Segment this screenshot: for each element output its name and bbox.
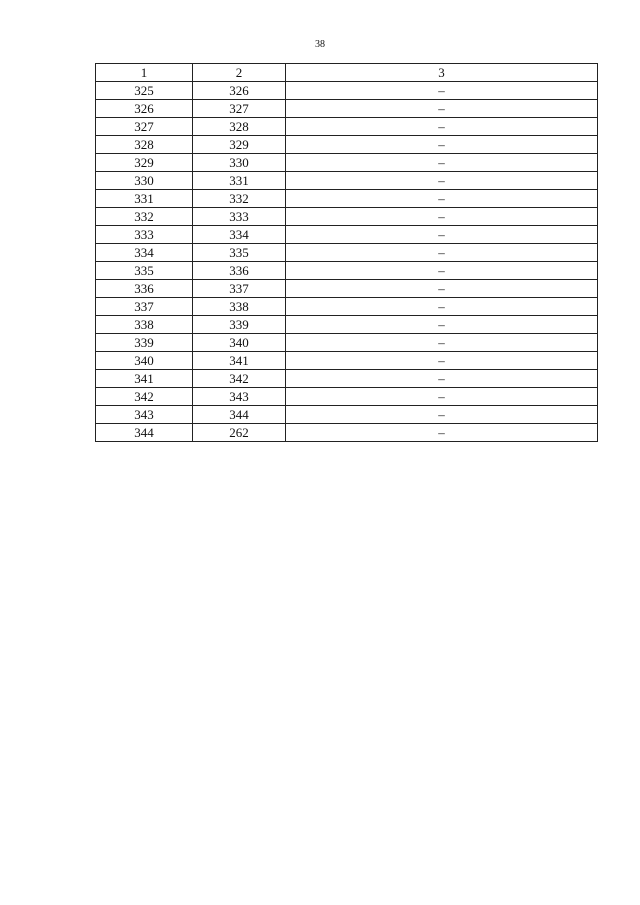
table-cell-col-3: – (286, 118, 598, 136)
table-cell-col-2: 262 (193, 424, 286, 442)
table-cell-col-1: 328 (96, 136, 193, 154)
table-cell-col-1: 331 (96, 190, 193, 208)
table-row (96, 280, 598, 298)
table-row (96, 208, 598, 226)
table-cell-col-3: – (286, 208, 598, 226)
table-row (96, 118, 598, 136)
table-cell-col-2: 331 (193, 172, 286, 190)
table-cell-col-3: – (286, 316, 598, 334)
table-cell-col-2: 341 (193, 352, 286, 370)
table-header (96, 64, 598, 82)
table-row (96, 154, 598, 172)
table-cell-col-3: – (286, 136, 598, 154)
table-cell-col-2: 333 (193, 208, 286, 226)
table-cell-col-3: – (286, 154, 598, 172)
table-cell-col-1: 334 (96, 244, 193, 262)
table-cell-col-3: – (286, 298, 598, 316)
table-cell-col-1: 340 (96, 352, 193, 370)
table-cell-col-3: – (286, 280, 598, 298)
table-row (96, 298, 598, 316)
table-cell-col-1: 325 (96, 82, 193, 100)
data-table (95, 63, 598, 442)
table-cell-col-3: – (286, 82, 598, 100)
table-cell-col-1: 344 (96, 424, 193, 442)
table-cell-col-3: – (286, 244, 598, 262)
table-cell-col-1: 335 (96, 262, 193, 280)
table-cell-col-3: – (286, 352, 598, 370)
table-cell-col-1: 330 (96, 172, 193, 190)
table-cell-col-1: 332 (96, 208, 193, 226)
table-cell-col-2: 343 (193, 388, 286, 406)
table-row (96, 424, 598, 442)
table-cell-col-2: 329 (193, 136, 286, 154)
table-row (96, 244, 598, 262)
table-cell-col-2: 342 (193, 370, 286, 388)
table-cell-col-2: 327 (193, 100, 286, 118)
table-cell-col-2: 328 (193, 118, 286, 136)
table-cell-col-3: – (286, 388, 598, 406)
header-cell-1: 1 (96, 64, 193, 82)
table-row (96, 190, 598, 208)
table-row (96, 316, 598, 334)
table-cell-col-2: 332 (193, 190, 286, 208)
table-cell-col-3: – (286, 226, 598, 244)
table-cell-col-3: – (286, 370, 598, 388)
table-cell-col-1: 343 (96, 406, 193, 424)
page-number: 38 (315, 39, 325, 50)
table-cell-col-3: – (286, 406, 598, 424)
table-cell-col-1: 338 (96, 316, 193, 334)
header-cell-2: 2 (193, 64, 286, 82)
table-row (96, 172, 598, 190)
table-cell-col-1: 326 (96, 100, 193, 118)
table-cell-col-1: 327 (96, 118, 193, 136)
table-cell-col-3: – (286, 190, 598, 208)
table-row (96, 388, 598, 406)
table-row (96, 370, 598, 388)
table-cell-col-3: – (286, 334, 598, 352)
table-cell-col-3: – (286, 262, 598, 280)
table-cell-col-3: – (286, 100, 598, 118)
table-cell-col-1: 329 (96, 154, 193, 172)
table-cell-col-2: 334 (193, 226, 286, 244)
table-row (96, 262, 598, 280)
header-row (96, 64, 598, 82)
table-cell-col-1: 333 (96, 226, 193, 244)
table-cell-col-2: 330 (193, 154, 286, 172)
table-cell-col-1: 337 (96, 298, 193, 316)
table-row (96, 136, 598, 154)
table-cell-col-1: 341 (96, 370, 193, 388)
table-cell-col-3: – (286, 424, 598, 442)
table-cell-col-1: 339 (96, 334, 193, 352)
table-cell-col-2: 340 (193, 334, 286, 352)
table-row (96, 334, 598, 352)
table-row (96, 352, 598, 370)
table-cell-col-3: – (286, 172, 598, 190)
table-cell-col-2: 344 (193, 406, 286, 424)
table-row (96, 100, 598, 118)
table-row (96, 82, 598, 100)
table-cell-col-1: 336 (96, 280, 193, 298)
table-cell-col-2: 338 (193, 298, 286, 316)
table-cell-col-2: 335 (193, 244, 286, 262)
table-row (96, 226, 598, 244)
table-body (96, 82, 598, 442)
header-cell-3: 3 (286, 64, 598, 82)
table-cell-col-2: 339 (193, 316, 286, 334)
table-cell-col-2: 337 (193, 280, 286, 298)
table-cell-col-2: 336 (193, 262, 286, 280)
table-cell-col-1: 342 (96, 388, 193, 406)
table-row (96, 406, 598, 424)
table-cell-col-2: 326 (193, 82, 286, 100)
